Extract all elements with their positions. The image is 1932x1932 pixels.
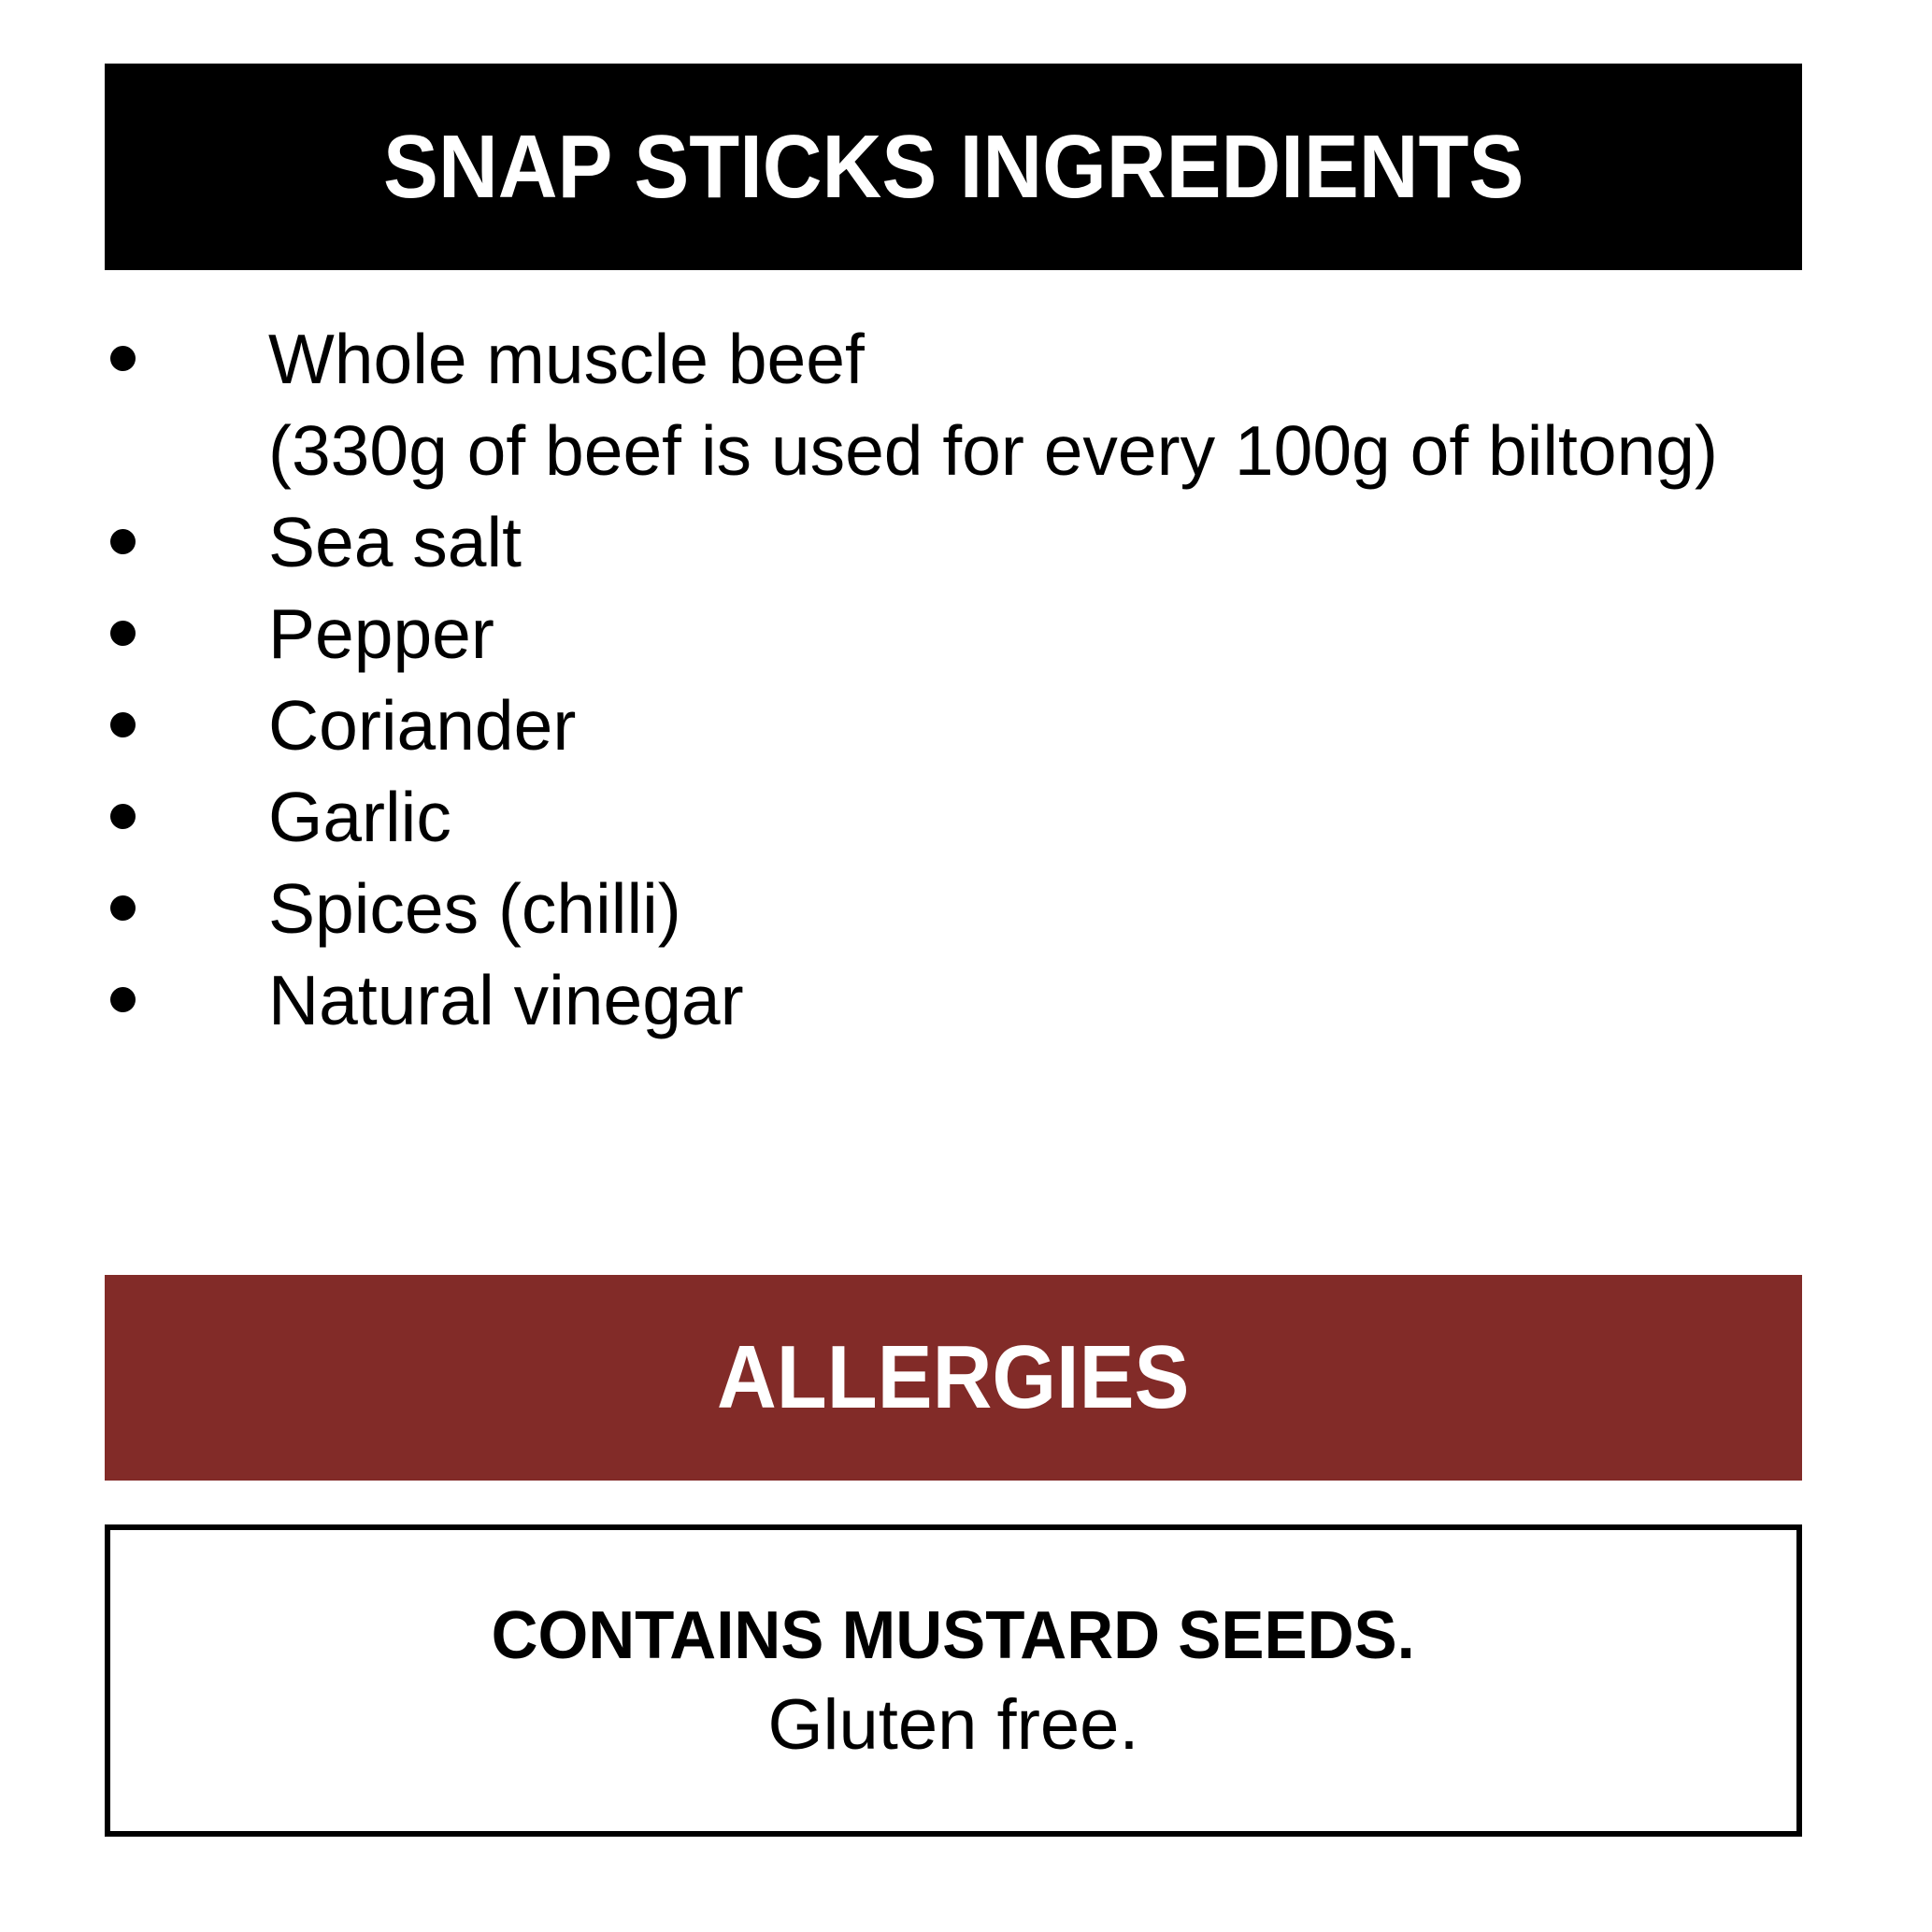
- label-content: [105, 0, 1802, 1837]
- allergen-info-box: [105, 1524, 1802, 1837]
- ingredient-name: Pepper: [268, 594, 494, 673]
- bullet-icon: [110, 987, 136, 1012]
- ingredients-title: SNAP STICKS INGREDIENTS: [382, 116, 1524, 217]
- allergies-banner: [105, 1275, 1802, 1481]
- ingredient-name: Coriander: [268, 686, 577, 765]
- bullet-icon: [110, 529, 136, 554]
- list-item: [105, 680, 1802, 771]
- list-item: [105, 313, 1802, 496]
- ingredients-list: [105, 313, 1802, 1046]
- list-item: [105, 863, 1802, 954]
- allergen-statement: CONTAINS MUSTARD SEEDS.: [491, 1598, 1416, 1673]
- ingredient-note: (330g of beef is used for every 100g of biltong): [268, 411, 1718, 490]
- bullet-icon: [110, 621, 136, 646]
- ingredient-name: Sea salt: [268, 503, 522, 581]
- bullet-icon: [110, 804, 136, 829]
- allergies-title: ALLERGIES: [717, 1327, 1190, 1427]
- gluten-free-statement: Gluten free.: [767, 1685, 1139, 1765]
- bullet-icon: [110, 895, 136, 921]
- bullet-icon: [110, 712, 136, 737]
- list-item: [105, 588, 1802, 680]
- ingredient-name: Whole muscle beef: [268, 320, 865, 398]
- list-item: [105, 496, 1802, 588]
- bullet-icon: [110, 346, 136, 371]
- list-item: [105, 954, 1802, 1046]
- ingredient-name: Spices (chilli): [268, 869, 681, 948]
- ingredients-title-banner: [105, 64, 1802, 270]
- ingredient-name: Garlic: [268, 778, 451, 856]
- list-item: [105, 771, 1802, 863]
- ingredient-name: Natural vinegar: [268, 961, 744, 1039]
